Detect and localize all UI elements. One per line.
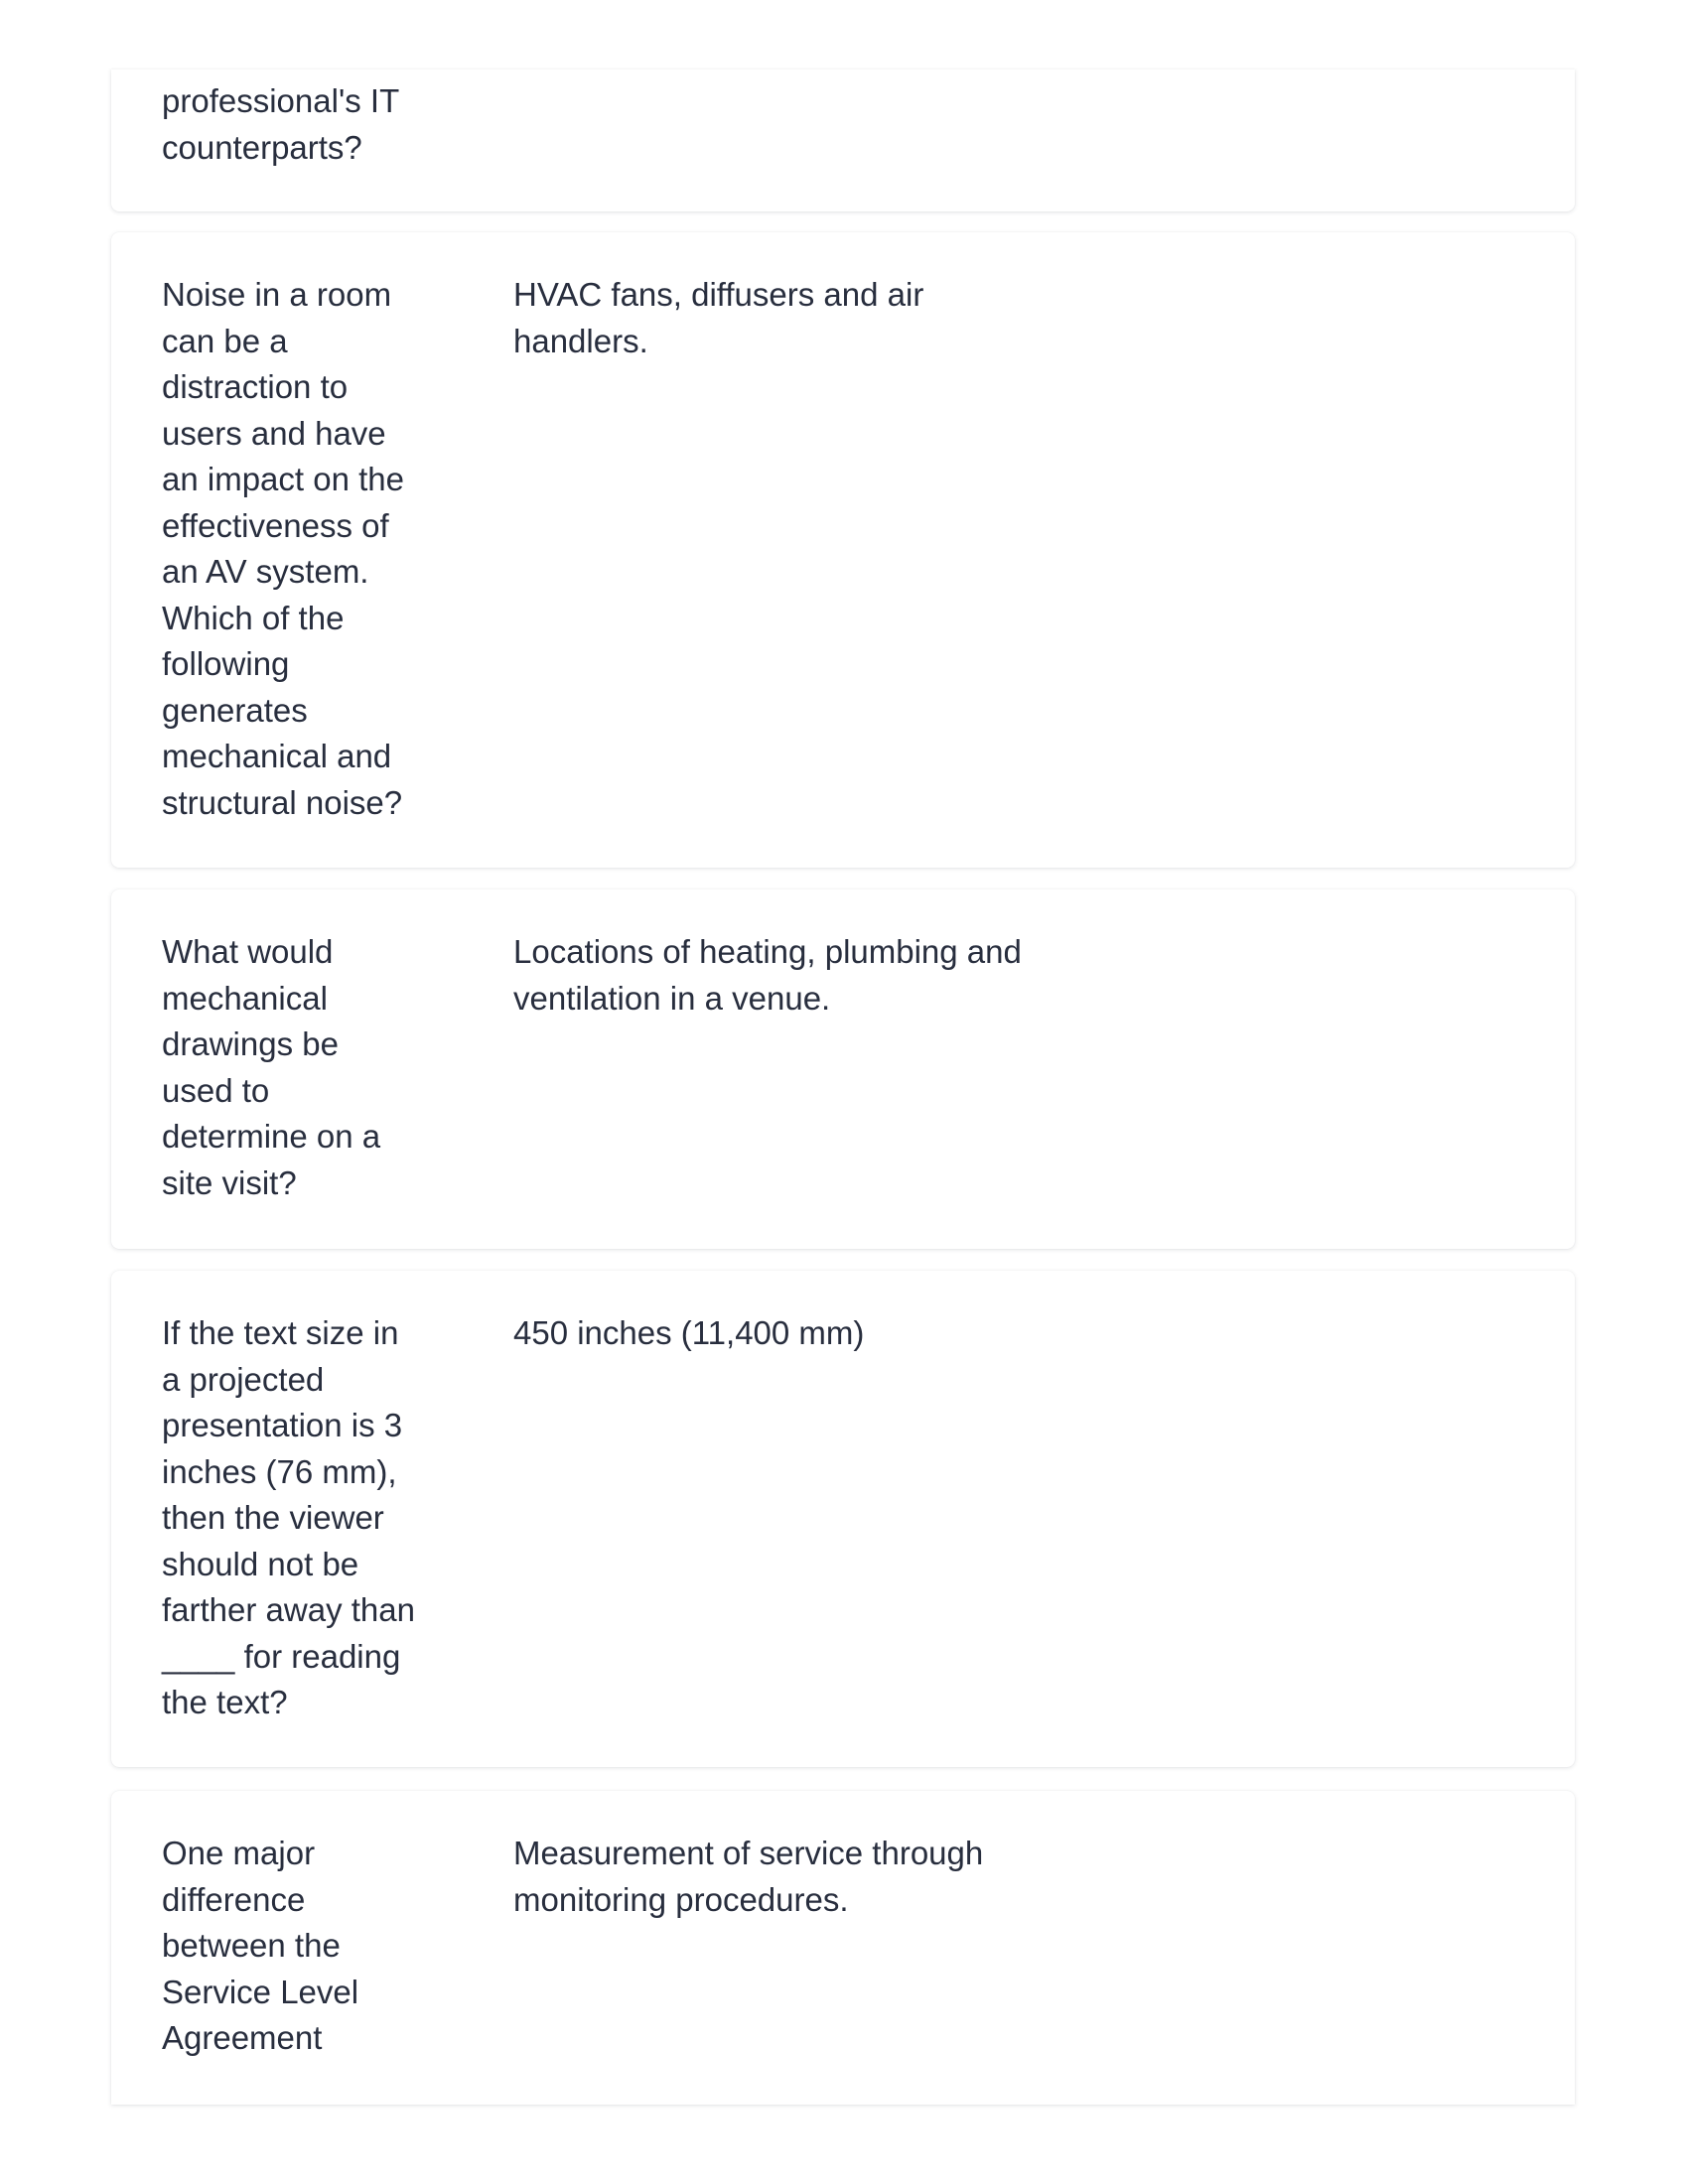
flashcard[interactable]: [111, 232, 1575, 868]
flashcard-definition: Measurement of service through monitoring procedures.: [513, 1835, 984, 1918]
flashcard[interactable]: [111, 1791, 1575, 2105]
flashcard-term: What would mechanical drawings be used to determine on a site visit?: [162, 933, 381, 1201]
flashcard[interactable]: [111, 69, 1575, 211]
flashcard-definition: HVAC fans, diffusers and air handlers.: [513, 276, 924, 359]
flashcard[interactable]: [111, 1271, 1575, 1767]
flashcard-term: One major difference between the Service Level Agreement: [162, 1835, 359, 2056]
flashcard-term: Noise in a room can be a distraction to users and have an impact on the effectiveness of an AV system. Which of the following generates mechanical and structural noise?: [162, 276, 404, 821]
flashcard-term: professional's IT counterparts?: [162, 82, 400, 166]
flashcard-definition: Locations of heating, plumbing and ventilation in a venue.: [513, 933, 1022, 1017]
flashcard[interactable]: [111, 889, 1575, 1249]
flashcard-term: If the text size in a projected presentation is 3 inches (76 mm), then the viewer should not be farther away than ____ for reading the text?: [162, 1314, 415, 1720]
flashcard-definition: 450 inches (11,400 mm): [513, 1314, 865, 1351]
